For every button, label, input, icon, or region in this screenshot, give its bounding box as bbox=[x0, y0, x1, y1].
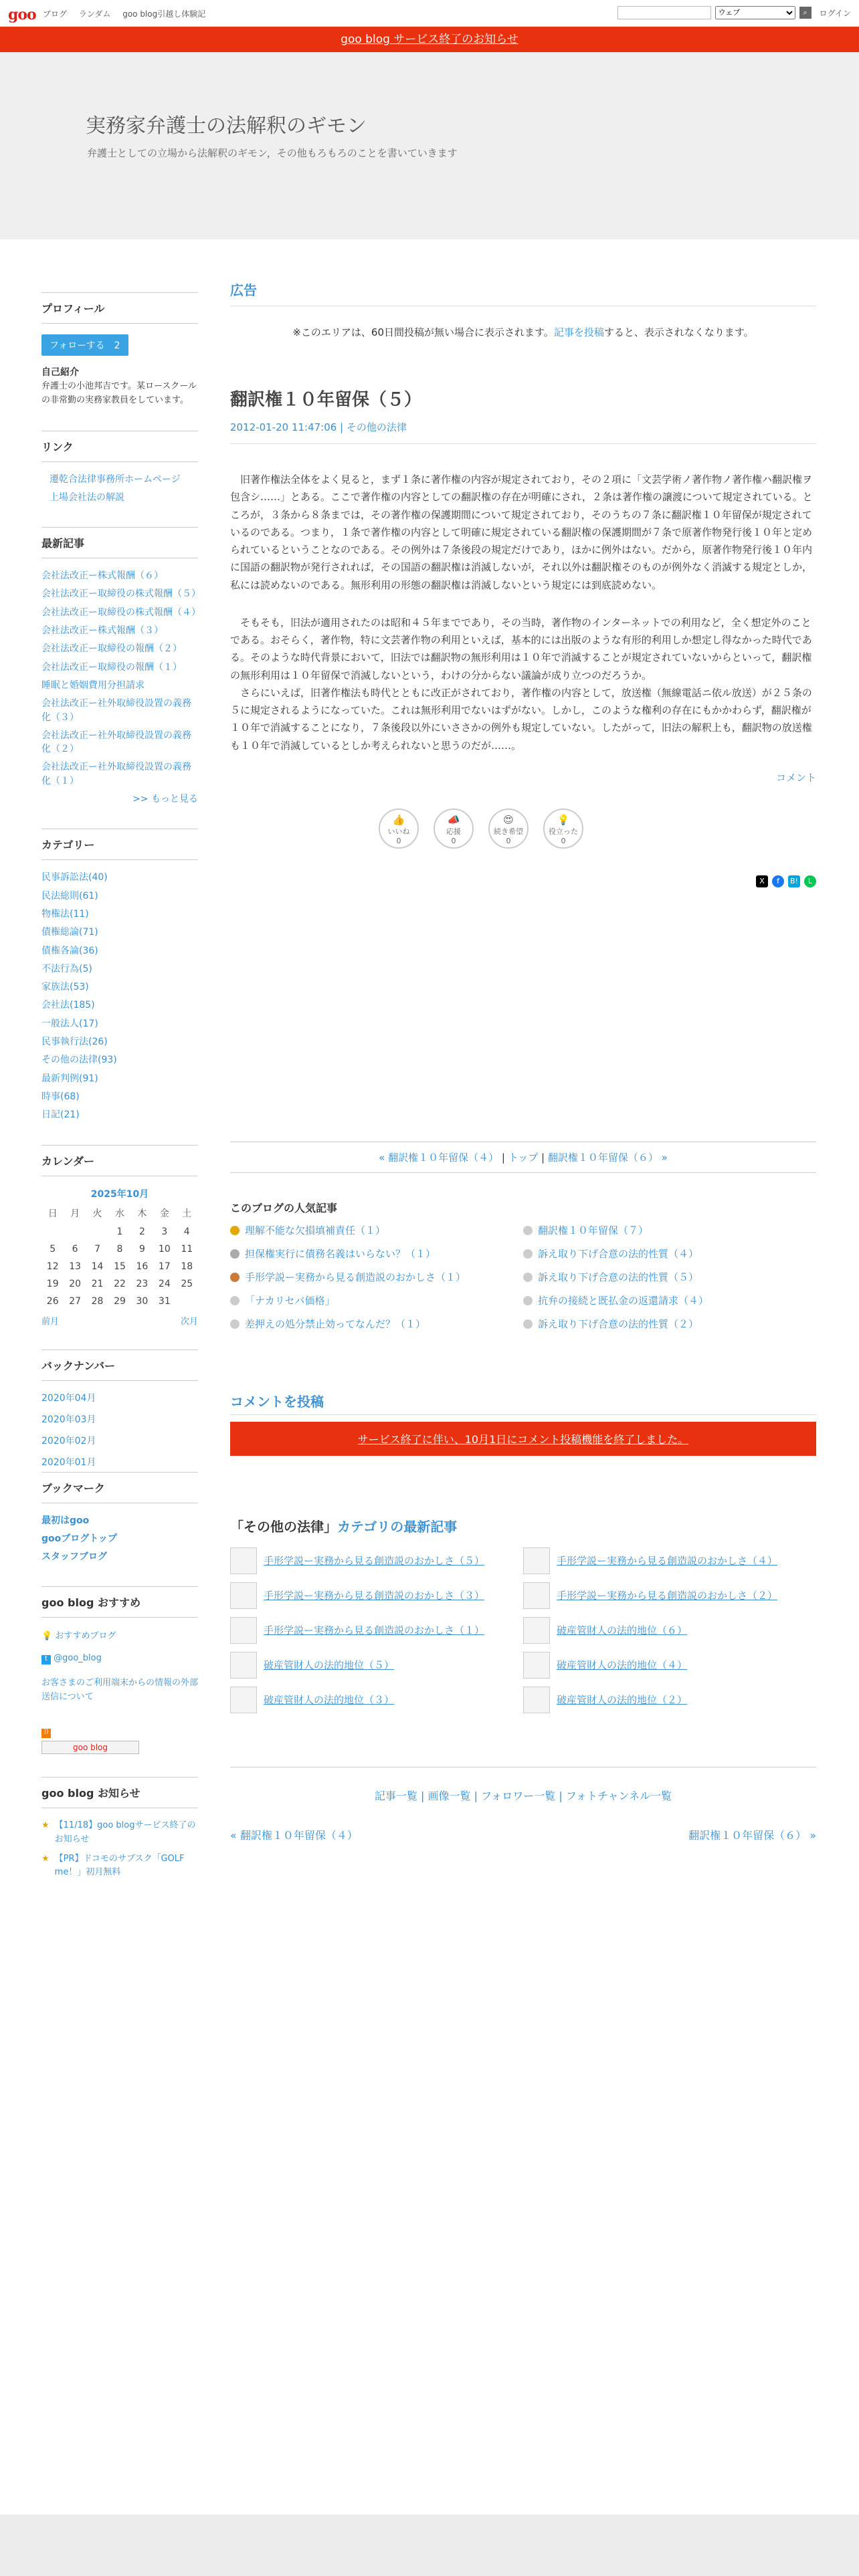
calendar-day: 21 bbox=[91, 1278, 104, 1289]
link-item[interactable]: 上場会社法の解説 bbox=[50, 492, 124, 503]
reaction-like-button[interactable] bbox=[379, 809, 419, 849]
rank-badge-icon bbox=[523, 1319, 533, 1329]
backnumber-item[interactable]: 2020年04月 bbox=[41, 1392, 96, 1404]
calendar-day bbox=[86, 1223, 108, 1241]
reaction-label: 役立った bbox=[549, 827, 578, 836]
recent-heading: 最新記事 bbox=[41, 527, 198, 558]
calendar-day: 23 bbox=[136, 1278, 149, 1289]
weekday: 水 bbox=[114, 1208, 124, 1219]
bookmark-item[interactable]: gooブログトップ bbox=[41, 1533, 117, 1544]
profile-heading: プロフィール bbox=[41, 292, 198, 324]
entry-pager: « 翻訳権１０年留保（４） | トップ | 翻訳権１０年留保（６） » bbox=[230, 1142, 816, 1173]
rss-icon[interactable]: )) bbox=[41, 1729, 51, 1738]
backnumber-heading: バックナンバー bbox=[41, 1350, 198, 1381]
search-icon[interactable]: ⌕ bbox=[799, 7, 812, 19]
category-item[interactable]: 不法行為(5) bbox=[41, 963, 92, 974]
follower-list-link[interactable]: フォロワー一覧 bbox=[481, 1789, 556, 1802]
backnumber-item[interactable]: 2020年01月 bbox=[41, 1457, 96, 1469]
recent-more-link[interactable]: >> もっと見る bbox=[132, 794, 198, 805]
entry-paragraph: そもそも，旧法が適用されたのは昭和４５年までであり，その当時，著作物のインターネットでの利用など，全く想定外のことである。おそらく，著作物，特に文芸著作物の利用といえば，基本的には出版のような有形的利用しか想定し得なかった時代である。そのような時代背景において，旧法では翻訳物の無形利用は１０年で消滅することが規定されていないからといって，翻訳権の無形利用は１０年留保で消滅しないという，わけの分からない議論が成り立つのだろうか。 さらにいえば，旧著作権法も時代とともに改正がされており，著作権の内容として，放送権（無線電話ニ依ル放送）が２５条の５に規定されるようになっていた。これは無形利用でないはずがない。しかし，このような権利の存在にもかかわらず，翻訳権が１０年で消滅することになり，７条後段以外にいささかの例外も規定していない。したがって，旧法の解釈上も，翻訳物の放送権も１０年で消滅しているとしか考えられないと思うのだが……。 bbox=[230, 616, 812, 752]
calendar-day: 9 bbox=[138, 1243, 145, 1255]
popular-item[interactable] bbox=[230, 1247, 523, 1261]
calendar-day: 22 bbox=[114, 1278, 126, 1289]
photo-channel-link[interactable]: フォトチャンネル一覧 bbox=[565, 1789, 672, 1802]
article-thumbnail[interactable] bbox=[523, 1582, 550, 1609]
calendar-day: 31 bbox=[158, 1295, 171, 1307]
calendar-day: 20 bbox=[69, 1278, 82, 1289]
calendar-day bbox=[41, 1223, 64, 1241]
category-item[interactable]: その他の法律(93) bbox=[41, 1055, 117, 1066]
calendar-day: 19 bbox=[46, 1278, 59, 1289]
popular-item[interactable] bbox=[523, 1223, 816, 1237]
popular-item-title: 翻訳権１０年留保（７） bbox=[538, 1224, 649, 1237]
star-icon: ★ bbox=[41, 1853, 50, 1864]
weekday: 火 bbox=[92, 1208, 102, 1219]
calendar-section bbox=[41, 1145, 198, 1327]
footer-links: 記事一覧 | 画像一覧 | フォロワー一覧 | フォトチャンネル一覧 bbox=[230, 1767, 816, 1803]
weekday: 金 bbox=[159, 1208, 169, 1219]
article-thumbnail[interactable] bbox=[523, 1652, 550, 1679]
reaction-count: 0 bbox=[561, 836, 566, 845]
follow-button[interactable]: フォローする 2 bbox=[41, 334, 128, 356]
category-item[interactable]: 民法総則(61) bbox=[41, 890, 98, 901]
recent-item[interactable]: 会社法改正ー社外取締役設置の義務化（１） bbox=[41, 762, 191, 786]
calendar-nav bbox=[41, 1314, 198, 1327]
weekday: 木 bbox=[137, 1208, 147, 1219]
reaction-cheer-button[interactable] bbox=[434, 809, 474, 849]
popular-item-title: 「ナカリセバ価格」 bbox=[245, 1294, 335, 1307]
news-item[interactable]: 【PR】ドコモのサブスク「GOLF me！」初月無料 bbox=[54, 1853, 185, 1878]
search-input[interactable] bbox=[617, 6, 711, 19]
top-link-random[interactable]: ランダム bbox=[78, 9, 111, 19]
reaction-label: いいね bbox=[387, 827, 410, 836]
category-item[interactable]: 時事(68) bbox=[41, 1091, 80, 1102]
blog-subtitle: 弁護士としての立場から法解釈のギモン，その他もろもろのことを書いていきます bbox=[87, 147, 458, 159]
recent-item[interactable]: 睡眠と婚姻費用分担請求 bbox=[41, 679, 145, 691]
popular-item[interactable] bbox=[523, 1270, 816, 1284]
category-latest-link[interactable]: 破産管財人の法的地位（５） bbox=[264, 1659, 395, 1672]
reaction-label: 応援 bbox=[446, 827, 461, 836]
star-icon: ★ bbox=[41, 1820, 50, 1830]
page-footer bbox=[0, 2514, 859, 2576]
recent-item[interactable]: 会社法改正ー取締役の株式報酬（４） bbox=[41, 607, 201, 618]
calendar-day: 28 bbox=[91, 1295, 104, 1307]
article-thumbnail[interactable] bbox=[523, 1617, 550, 1644]
entry-title[interactable]: 翻訳権１０年留保（５） bbox=[230, 390, 422, 410]
sidebar bbox=[41, 292, 201, 1903]
category-latest-link[interactable]: 手形学説ー実務から見る創造説のおかしさ（１） bbox=[264, 1624, 485, 1637]
bookmark-item[interactable]: スタッフブログ bbox=[41, 1551, 107, 1563]
category-latest-link[interactable]: 手形学説ー実務から見る創造説のおかしさ（３） bbox=[264, 1590, 485, 1602]
login-link[interactable]: ログイン bbox=[819, 8, 851, 18]
recent-item[interactable]: 会社法改正ー社外取締役設置の義務化（３） bbox=[41, 698, 191, 723]
links-list bbox=[41, 473, 198, 505]
weekday: 月 bbox=[70, 1208, 80, 1219]
blog-header bbox=[0, 52, 859, 239]
reaction-label: 続き希望 bbox=[494, 827, 523, 836]
post-article-link[interactable]: 記事を投稿 bbox=[553, 326, 604, 338]
links-heading: リンク bbox=[41, 431, 198, 462]
share-buttons bbox=[230, 875, 816, 887]
link-item[interactable]: 遷乾合法律事務所ホームページ bbox=[50, 473, 181, 485]
category-item[interactable]: 債権各論(36) bbox=[41, 945, 98, 956]
category-latest-link[interactable]: 破産管財人の法的地位（４） bbox=[557, 1659, 688, 1672]
category-item[interactable]: 債権総論(71) bbox=[41, 927, 98, 938]
category-item[interactable]: 物権法(11) bbox=[41, 908, 89, 920]
category-latest-item bbox=[523, 1687, 816, 1713]
reaction-more-button[interactable] bbox=[488, 809, 529, 849]
category-list bbox=[41, 871, 198, 1121]
calendar-day: 15 bbox=[114, 1261, 126, 1272]
popular-item-title: 抗弁の接続と既払金の返還請求（４） bbox=[538, 1294, 709, 1307]
popular-item-title: 理解不能な欠損填補責任（１） bbox=[245, 1224, 386, 1237]
calendar-day: 18 bbox=[181, 1261, 193, 1272]
reaction-count: 0 bbox=[451, 836, 456, 845]
search-scope-select[interactable] bbox=[715, 6, 795, 19]
calendar-day: 25 bbox=[181, 1278, 193, 1289]
category-latest-item bbox=[230, 1652, 523, 1679]
category-latest-item bbox=[230, 1617, 523, 1644]
calendar-day: 5 bbox=[50, 1243, 56, 1255]
calendar-prev-link[interactable]: 前月 bbox=[41, 1316, 60, 1327]
article-thumbnail[interactable] bbox=[230, 1617, 257, 1644]
main-content bbox=[230, 280, 816, 1842]
top-link-blog[interactable]: ブログ bbox=[43, 9, 68, 19]
twitter-link[interactable]: @goo_blog bbox=[54, 1653, 102, 1664]
calendar-day bbox=[64, 1223, 86, 1241]
category-latest-item bbox=[230, 1582, 523, 1609]
calendar-next-link[interactable]: 次月 bbox=[180, 1316, 198, 1327]
recommend-section bbox=[41, 1586, 198, 1754]
calendar-day: 30 bbox=[136, 1295, 149, 1307]
rank-badge-icon bbox=[230, 1296, 240, 1305]
category-item[interactable]: 一般法人(17) bbox=[41, 1018, 98, 1029]
goo-logo[interactable]: goo bbox=[8, 6, 36, 23]
image-list-link[interactable]: 画像一覧 bbox=[427, 1789, 471, 1802]
popular-item[interactable] bbox=[523, 1247, 816, 1261]
category-latest-link[interactable]: 手形学説ー実務から見る創造説のおかしさ（２） bbox=[557, 1590, 778, 1602]
calendar-day: 29 bbox=[114, 1295, 126, 1307]
x-share-icon[interactable]: X bbox=[756, 875, 768, 887]
calendar-day: 6 bbox=[72, 1243, 78, 1255]
popular-item[interactable] bbox=[230, 1317, 523, 1331]
calendar-day: 11 bbox=[181, 1243, 193, 1255]
top-links bbox=[43, 8, 215, 19]
entry-category-link[interactable]: その他の法律 bbox=[346, 421, 407, 433]
calendar-day: 4 bbox=[183, 1226, 190, 1237]
comment-link[interactable]: コメント bbox=[775, 771, 816, 784]
category-latest-heading-post: カテゴリの最新記事 bbox=[337, 1518, 458, 1535]
calendar-day: 17 bbox=[158, 1261, 171, 1272]
post-comment-heading: コメントを投稿 bbox=[230, 1391, 816, 1415]
category-latest-list bbox=[230, 1547, 816, 1713]
category-latest-item bbox=[523, 1582, 816, 1609]
megaphone-icon: 📣 bbox=[447, 813, 460, 826]
category-latest-item bbox=[230, 1547, 523, 1574]
reaction-buttons bbox=[379, 809, 816, 849]
popular-item[interactable] bbox=[523, 1317, 816, 1331]
ad-notice bbox=[230, 325, 816, 339]
facebook-share-icon[interactable]: f bbox=[772, 875, 784, 887]
recent-item[interactable]: 会社法改正ー株式報酬（３） bbox=[41, 625, 163, 637]
calendar-day: 7 bbox=[94, 1243, 101, 1255]
recent-item[interactable]: 会社法改正ー取締役の株式報酬（５） bbox=[41, 588, 201, 600]
popular-item-title: 担保権実行に債務名義はいらない？（１） bbox=[245, 1247, 436, 1260]
category-section bbox=[41, 829, 198, 1121]
top-link[interactable]: トップ bbox=[508, 1151, 539, 1164]
news-heading: goo blog お知らせ bbox=[41, 1777, 198, 1808]
category-item[interactable]: 家族法(53) bbox=[41, 982, 89, 993]
intro-text: 弁護士の小池邦吉です。某ロースクールの非常勤の実務家教員をしています。 bbox=[41, 381, 197, 405]
footer-next-link[interactable]: 翻訳権１０年留保（６） » bbox=[688, 1828, 816, 1842]
calendar-day: 24 bbox=[158, 1278, 171, 1289]
article-thumbnail[interactable] bbox=[230, 1582, 257, 1609]
blog-title[interactable]: 実務家弁護士の法解釈のギモン bbox=[86, 114, 367, 138]
bookmark-list bbox=[41, 1514, 198, 1564]
category-item[interactable]: 最新判例(91) bbox=[41, 1073, 98, 1084]
category-latest-link[interactable]: 手形学説ー実務から見る創造説のおかしさ（４） bbox=[557, 1555, 778, 1568]
category-latest-link[interactable]: 破産管財人の法的地位（２） bbox=[557, 1694, 688, 1707]
footer-prev-link[interactable]: « 翻訳権１０年留保（４） bbox=[230, 1828, 358, 1842]
category-latest-item bbox=[523, 1617, 816, 1644]
rank-badge-icon bbox=[523, 1226, 533, 1235]
backnumber-item[interactable]: 2020年03月 bbox=[41, 1414, 96, 1425]
calendar-month: 2025年10月 bbox=[90, 1188, 149, 1200]
popular-item-title: 訴え取り下げ合意の法的性質（５） bbox=[538, 1271, 699, 1283]
recent-section bbox=[41, 527, 201, 806]
recent-item[interactable]: 会社法改正ー社外取締役設置の義務化（２） bbox=[41, 730, 191, 755]
rank-badge-icon bbox=[523, 1249, 533, 1259]
goo-blog-badge[interactable]: goo blog bbox=[41, 1741, 139, 1754]
category-latest-item bbox=[230, 1687, 523, 1713]
rank-badge-icon bbox=[523, 1273, 533, 1282]
recent-list bbox=[41, 569, 201, 806]
article-thumbnail[interactable] bbox=[230, 1652, 257, 1679]
category-latest-heading-pre: 「その他の法律」 bbox=[230, 1518, 337, 1535]
category-item[interactable]: 民事訴訟法(40) bbox=[41, 872, 108, 883]
smile-icon: 😍 bbox=[503, 813, 514, 826]
footer-entry-nav bbox=[230, 1827, 816, 1842]
category-latest-item bbox=[523, 1547, 816, 1574]
calendar-day: 26 bbox=[46, 1295, 59, 1307]
top-bar bbox=[0, 0, 859, 27]
article-thumbnail[interactable] bbox=[523, 1547, 550, 1574]
backnumber-item[interactable]: 2020年02月 bbox=[41, 1436, 96, 1447]
rank-badge-icon bbox=[230, 1273, 240, 1282]
popular-item-title: 差押えの処分禁止効ってなんだ？（１） bbox=[245, 1317, 426, 1330]
category-item[interactable]: 民事執行法(26) bbox=[41, 1037, 108, 1048]
ad-notice-pre: ※このエリアは、60日間投稿が無い場合に表示されます。 bbox=[292, 326, 554, 338]
rank-badge-icon bbox=[230, 1226, 240, 1235]
hatena-share-icon[interactable]: B! bbox=[788, 875, 800, 887]
ad-heading: 広告 bbox=[230, 280, 816, 306]
popular-item-title: 訴え取り下げ合意の法的性質（４） bbox=[538, 1247, 699, 1260]
bookmark-item[interactable]: 最初はgoo bbox=[41, 1515, 90, 1526]
links-section bbox=[41, 431, 198, 505]
profile-section bbox=[41, 292, 198, 408]
calendar-day bbox=[176, 1293, 198, 1310]
bookmark-section bbox=[41, 1472, 198, 1564]
search-area bbox=[617, 6, 851, 19]
recent-item[interactable]: 会社法改正ー取締役の報酬（２） bbox=[41, 643, 182, 655]
article-list-link[interactable]: 記事一覧 bbox=[374, 1789, 417, 1802]
backnumber-section bbox=[41, 1350, 198, 1469]
popular-item[interactable] bbox=[230, 1293, 523, 1307]
entry-paragraph: 旧著作権法全体をよく見ると，まず１条に著作権の内容が規定されており，その２項に「文芸学術ノ著作物ノ著作権ハ翻訳権ヲ包含シ……」とある。ここで著作権の内容としての翻訳権の存在が明確にされ，２条は著作権の譲渡について規定されている。ところが，３条から８条までは，その著作権の保護期間について規定されており，そのうちの７条に翻訳権１０年留保が規定されているのである。つまり，１条で著作権の内容として明確に規定されている翻訳権の保護期間が７条で原著作物発行後１０年と定められているということなのである。その例外は７条後段の規定だけであり，ほかに例外はない。だから，原著作物発行後１０年内に国語の翻訳物が発行されれば，その国語の翻訳権は消滅しないが，それ以外は翻訳権そのものが例外なく消滅する規定としか，私には読めないのである。無形利用の形態の翻訳権は消滅しないという規定には到底読めない。 bbox=[230, 473, 813, 591]
calendar-table bbox=[41, 1203, 198, 1310]
next-entry-link[interactable]: 翻訳権１０年留保（６） » bbox=[547, 1151, 668, 1164]
backnumber-list[interactable] bbox=[41, 1392, 198, 1469]
entry-meta: 2012-01-20 11:47:06 | その他の法律 bbox=[230, 420, 816, 444]
article-thumbnail[interactable] bbox=[230, 1547, 257, 1574]
entry-date: 2012-01-20 11:47:06 bbox=[230, 421, 337, 433]
article-thumbnail[interactable] bbox=[523, 1687, 550, 1713]
recent-item[interactable]: 会社法改正ー株式報酬（６） bbox=[41, 570, 163, 582]
category-latest-link[interactable]: 破産管財人の法的地位（６） bbox=[557, 1624, 688, 1637]
article-thumbnail[interactable] bbox=[230, 1687, 257, 1713]
reaction-count: 0 bbox=[506, 836, 511, 845]
popular-heading: このブログの人気記事 bbox=[230, 1201, 338, 1214]
rank-badge-icon bbox=[523, 1296, 533, 1305]
calendar-heading: カレンダー bbox=[41, 1145, 198, 1176]
calendar-day: 10 bbox=[158, 1243, 171, 1255]
recommend-blog-link[interactable]: おすすめブログ bbox=[55, 1631, 116, 1642]
category-item[interactable]: 会社法(185) bbox=[41, 1000, 95, 1011]
thumbs-up-icon: 👍 bbox=[392, 813, 405, 826]
entry-body bbox=[230, 471, 816, 754]
rank-badge-icon bbox=[230, 1249, 240, 1259]
twitter-icon: t bbox=[41, 1655, 51, 1665]
prev-entry-link[interactable]: « 翻訳権１０年留保（４） bbox=[379, 1151, 499, 1164]
popular-item-title: 訴え取り下げ合意の法的性質（２） bbox=[538, 1317, 699, 1330]
calendar-day: 8 bbox=[116, 1243, 123, 1255]
category-item[interactable]: 日記(21) bbox=[41, 1109, 80, 1121]
external-transmission-link[interactable]: お客さまのご利用端末からの情報の外部送信について bbox=[41, 1678, 199, 1703]
service-end-notice[interactable]: goo blog サービス終了のお知らせ bbox=[0, 27, 859, 52]
ad-notice-post: すると、表示されなくなります。 bbox=[603, 326, 754, 338]
calendar-day: 14 bbox=[91, 1261, 104, 1272]
category-latest-item bbox=[523, 1652, 816, 1679]
popular-item-title: 手形学説ー実務から見る創造説のおかしさ（１） bbox=[245, 1271, 466, 1283]
recent-item[interactable]: 会社法改正ー取締役の報酬（１） bbox=[41, 661, 182, 673]
weekday: 土 bbox=[182, 1208, 192, 1219]
calendar-day: 3 bbox=[161, 1226, 168, 1237]
calendar-day: 16 bbox=[136, 1261, 149, 1272]
reaction-count: 0 bbox=[396, 836, 401, 845]
popular-item[interactable] bbox=[523, 1293, 816, 1307]
category-latest-link[interactable]: 破産管財人の法的地位（３） bbox=[264, 1694, 395, 1707]
lightbulb-icon: 💡 bbox=[41, 1631, 53, 1642]
calendar-day: 12 bbox=[46, 1261, 59, 1272]
top-link-migration[interactable]: goo blog引越し体験記 bbox=[122, 9, 206, 19]
popular-list bbox=[230, 1223, 816, 1331]
reaction-useful-button[interactable] bbox=[543, 809, 583, 849]
popular-item[interactable] bbox=[230, 1270, 523, 1284]
bulb-icon: 💡 bbox=[557, 813, 570, 826]
category-latest-link[interactable]: 手形学説ー実務から見る創造説のおかしさ（５） bbox=[264, 1555, 485, 1568]
rank-badge-icon bbox=[230, 1319, 240, 1329]
recommend-heading: goo blog おすすめ bbox=[41, 1586, 198, 1618]
intro-label: 自己紹介 bbox=[41, 367, 79, 378]
news-item[interactable]: 【11/18】goo blogサービス終了のお知らせ bbox=[54, 1820, 196, 1844]
popular-item[interactable] bbox=[230, 1223, 523, 1237]
calendar-day: 1 bbox=[116, 1226, 123, 1237]
news-section bbox=[41, 1777, 198, 1880]
calendar-day: 27 bbox=[69, 1295, 82, 1307]
category-heading: カテゴリー bbox=[41, 829, 198, 860]
calendar-day: 13 bbox=[69, 1261, 82, 1272]
bookmark-heading: ブックマーク bbox=[41, 1472, 198, 1503]
comment-closed-banner[interactable]: サービス終了に伴い、10月1日にコメント投稿機能を終了しました。 bbox=[230, 1422, 816, 1456]
category-latest-heading bbox=[230, 1516, 816, 1535]
weekday: 日 bbox=[47, 1208, 58, 1219]
calendar-day: 2 bbox=[138, 1226, 145, 1237]
line-share-icon[interactable]: L bbox=[804, 875, 816, 887]
